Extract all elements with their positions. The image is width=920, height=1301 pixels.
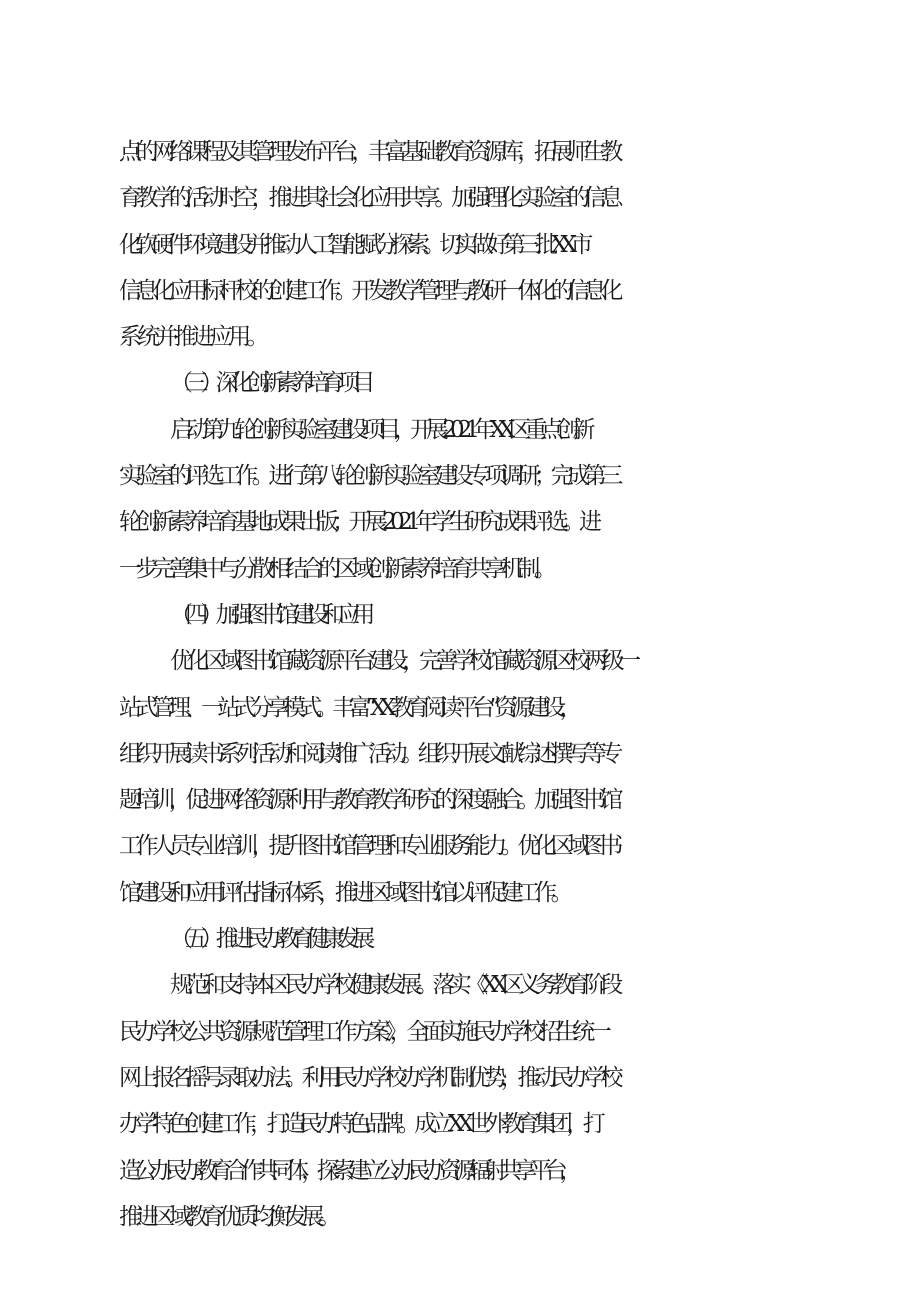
paragraph-line: 优化区域图书馆藏资源平台建设，完善学校馆藏资源区校两级一 <box>170 648 635 675</box>
paragraph-line: 组织开展读书系列活动和阅读推广活动。组织开展文献综述撰写等专 <box>119 740 618 767</box>
paragraph-line: 实验室的评选工作。进行第八轮创新实验室建设专项调研；完成第三 <box>119 463 618 490</box>
section-heading: （三）深化创新素养培育项目 <box>170 370 368 397</box>
paragraph-line: 育教学的活动时空，推进其社会化应用共享。加强理化实验室的信息 <box>119 185 618 212</box>
paragraph-line: 信息化应用标杆校的创建工作。开发教学管理与教研一体化的信息化 <box>119 277 618 304</box>
paragraph-line: 办学特色创建工作，打造民办特色品牌。成立 XX 世外教育集团，打 <box>119 1111 600 1138</box>
paragraph-line: 民办学校公共资源规范管理工作方案》，全面实施民办学校招生统一 <box>119 1018 606 1045</box>
paragraph-line: 化软硬件环境建设并推动人工智能赋分探索。切实做好第三批 XX 市 <box>119 231 587 258</box>
paragraph-line: 点的网络课程及其管理发布平台，丰富基础教育资源库，拓展师生教 <box>119 139 618 165</box>
paragraph-line: 一步完善集中与分散相结合的区域创新素养培育共享机制。 <box>119 555 551 582</box>
document-body <box>0 129 920 1240</box>
paragraph-line: 工作人员专业培训，提升图书馆管理和专业服务能力。优化区域图书 <box>119 833 618 860</box>
paragraph-line: 轮创新素养培育基地成果出版；开展 2021 年学生研究成果评选。进 <box>119 509 596 536</box>
paragraph-line: 网上报名摇号录取办法。利用民办学校办学机制优势，推动民办学校 <box>119 1064 618 1091</box>
paragraph-line: 系统并推进应用。 <box>119 324 265 351</box>
paragraph-line: 推进区域教育优质均衡发展。 <box>119 1203 335 1230</box>
paragraph-line: 启动第九轮创新实验室建设项目，开展 2021 年 XX 区重点创新 <box>170 416 589 443</box>
section-heading: （四）加强图书馆建设和应用 <box>170 601 368 628</box>
paragraph-line: 造公办民办教育合作共同体，探索建立公办民办资源辐射共享平台， <box>119 1157 576 1184</box>
paragraph-line: 题培训，促进网络资源利用与教育教学研究的深度融合。加强图书馆 <box>119 787 618 814</box>
paragraph-line: 站式管理、一站式分享模式。丰富“XX 教育阅读平台”资源建设， <box>119 694 576 721</box>
paragraph-line: 规范和支持本区民办学校健康发展。落实《XX 区义务教育阶段 <box>170 972 617 999</box>
paragraph-line: 馆建设和应用评估指标体系，推进区域图书馆以评促建工作。 <box>119 879 568 906</box>
section-heading: （五）推进民办教育健康发展 <box>170 926 368 953</box>
